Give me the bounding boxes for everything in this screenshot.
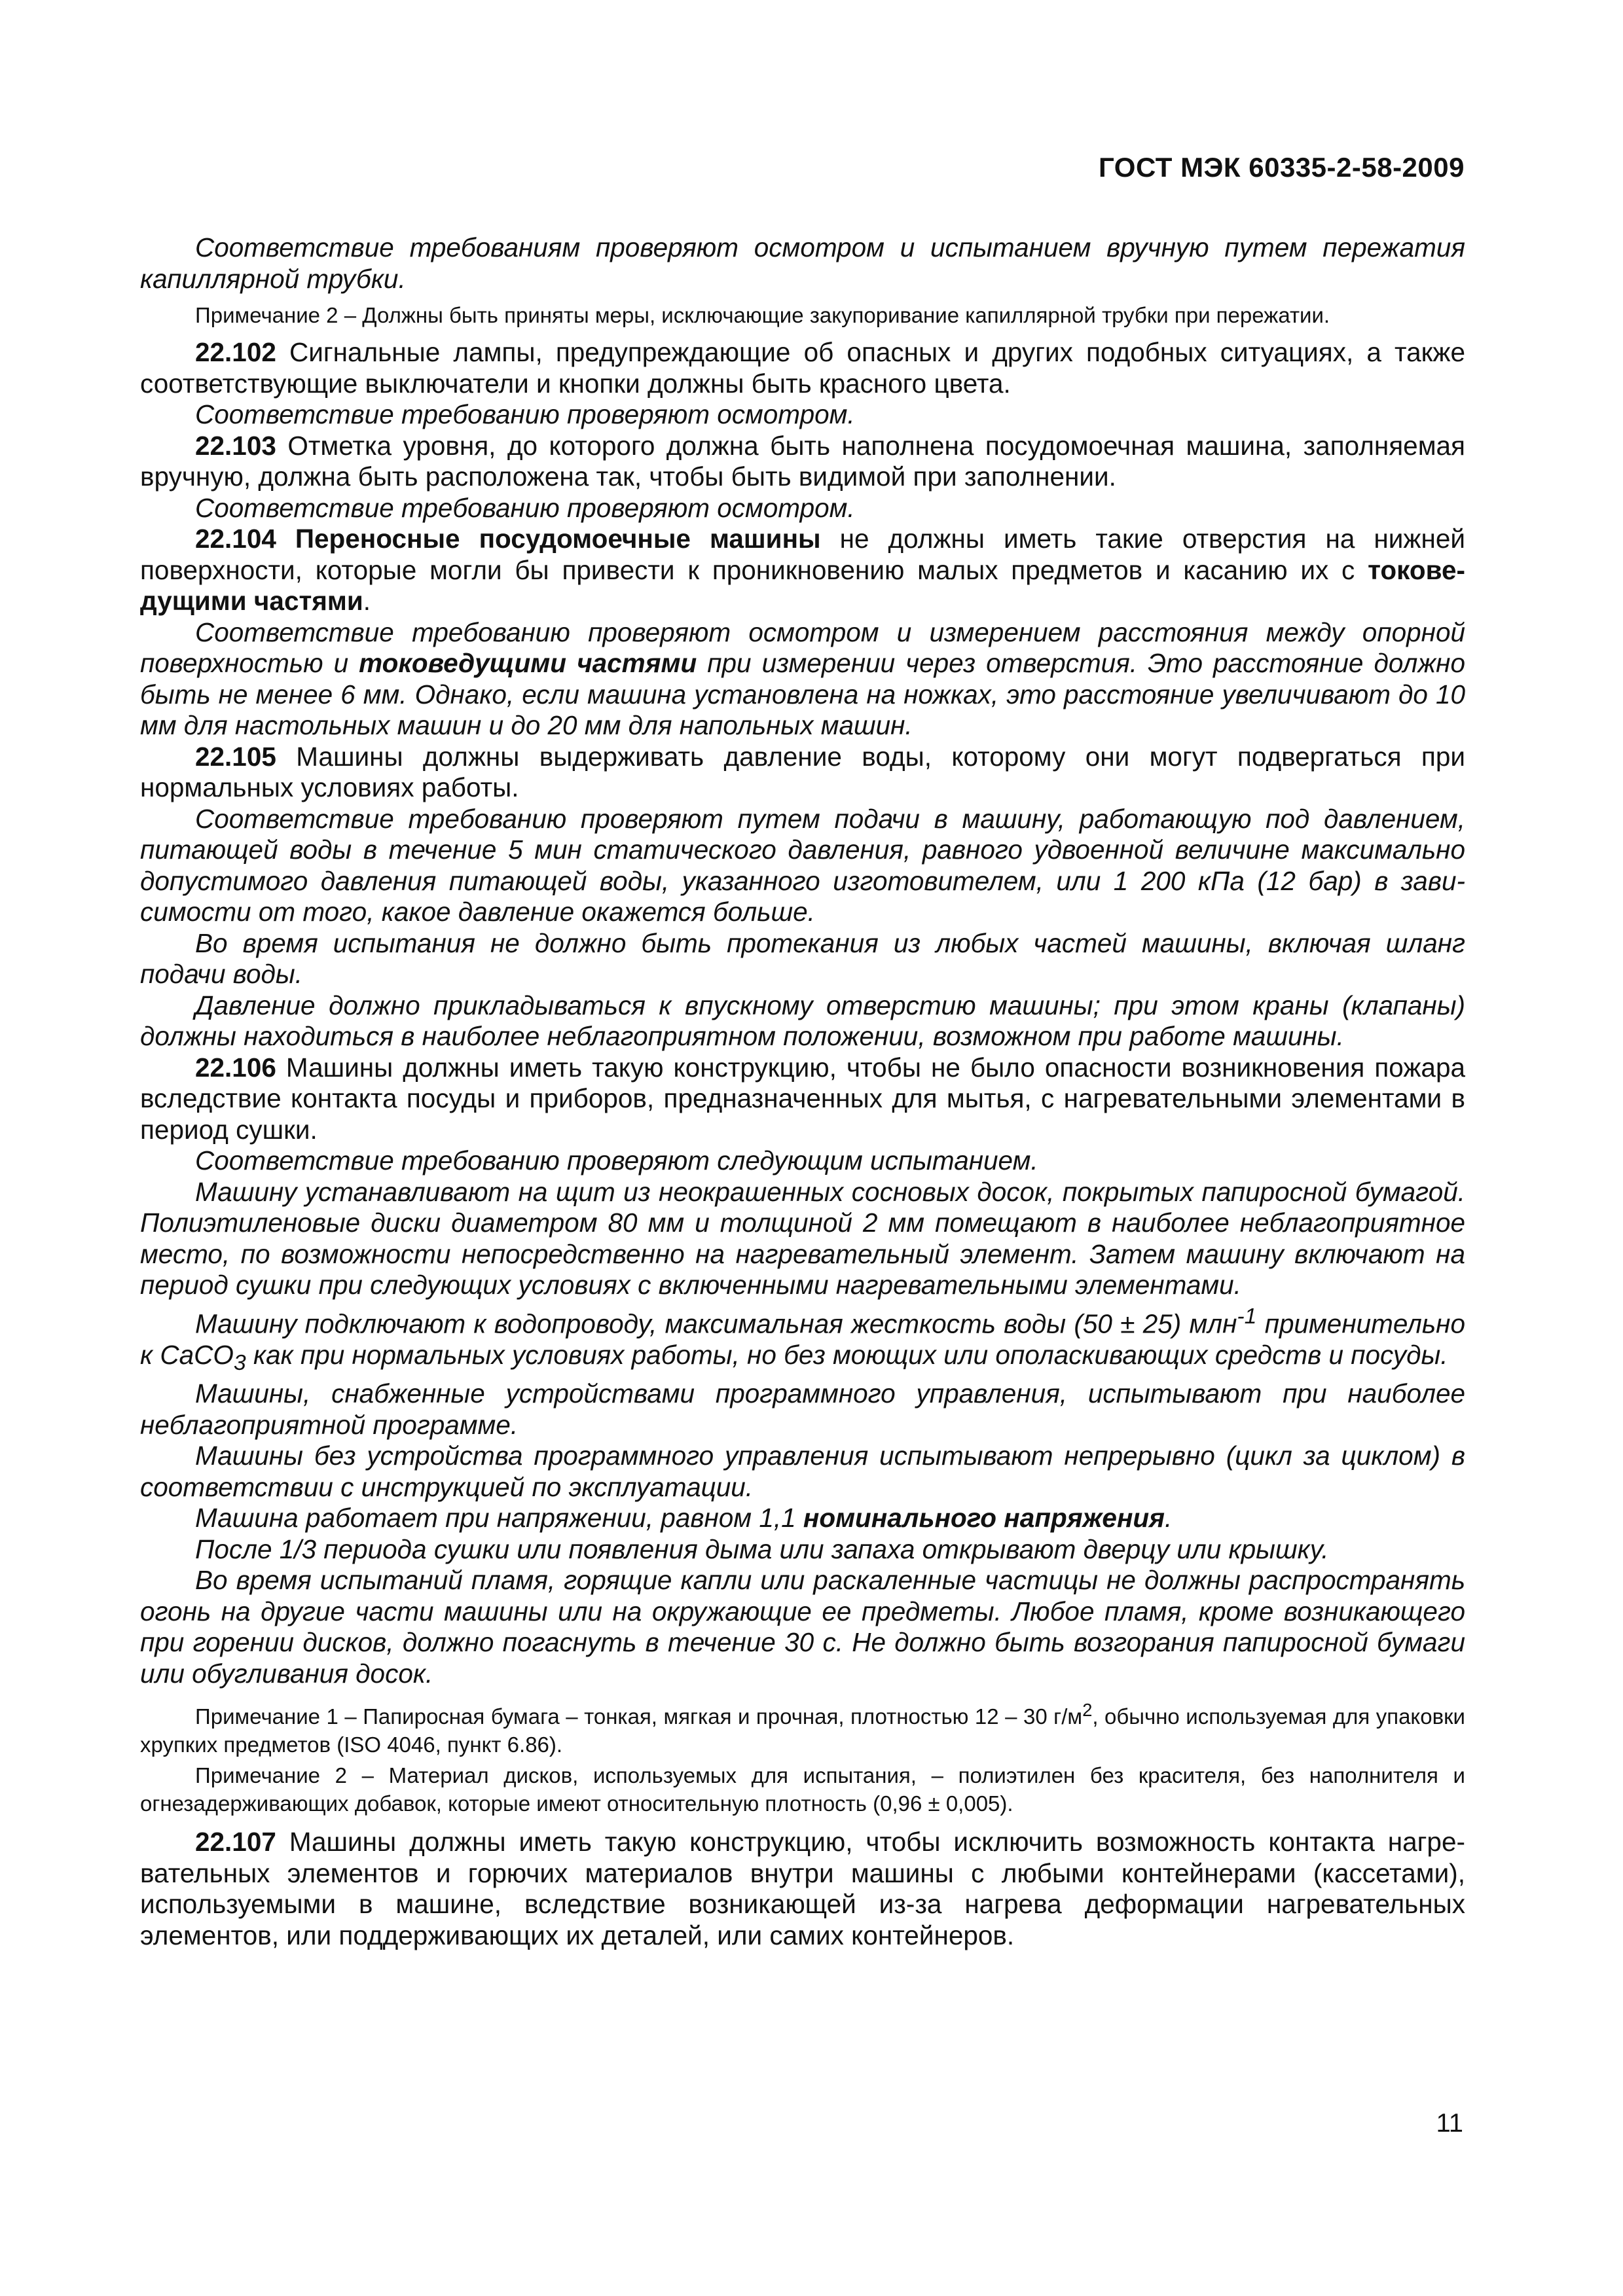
defined-term: токоведущими частями	[359, 648, 697, 678]
clause-text: Машины должны иметь такую конструкцию, чтобы не было опасности возникновения пожара вследствие контакта посуды и приборов, предназначенных для мытья, с нагревательными элементами в период сушки.	[140, 1052, 1465, 1145]
check-text: Соответствие требованию проверяют осмотром и измерением расстояния между опорной поверхностью и	[140, 617, 1465, 678]
clause-22-105	[140, 742, 1465, 804]
clause-text: Сигнальные лампы, предупреждающие об опасных и других подобных ситуациях, а также соответствующие выключатели и кнопки должны быть красного цвета.	[140, 337, 1465, 399]
clause-22-106-check-flame: Во время испытаний пламя, горящие капли или раскаленные частицы не должны распространять огонь на другие части машины или на окружающие ее предметы. Любое пламя, кроме возникающего при горении дисков, должно погаснуть в течение 30 с. Не должно быть возгорания папиросной бумаги или обугливания досок.	[140, 1565, 1465, 1689]
clause-22-106-check-voltage	[140, 1503, 1465, 1534]
clause-22-106	[140, 1052, 1465, 1146]
clause-22-106-check-water	[140, 1301, 1465, 1379]
clause-22-102	[140, 337, 1465, 399]
check-text: при измерении через отверстия. Это расстояние должно быть не менее 6 мм. Однако, если машина установлена на ножках, это расстояние увеличивают до 10 мм для настольных машин и до 20 мм для напольных машин.	[140, 648, 1465, 740]
defined-term: токоведущими частями	[140, 554, 1465, 616]
clause-22-106-check-continuous: Машины без устройства программного управления испытывают непрерывно (цикл за циклом) в соответствии с инструкцией по эксплуатации.	[140, 1441, 1465, 1502]
document-standard-header: ГОСТ МЭК 60335-2-58-2009	[1099, 152, 1465, 183]
clause-number: 22.104	[195, 524, 276, 554]
clause-text: .	[363, 586, 371, 616]
note-capillary: Примечание 2 – Должны быть приняты меры, исключающие закупоривание капиллярной трубки при пережатии.	[195, 303, 1330, 327]
clause-22-105-check-inlet: Давление должно прикладываться к впускному отверстию машины; при этом краны (клапаны) должны находиться в наиболее неблагоприятном положении, возможном при работе машины.	[140, 990, 1465, 1051]
document-body	[140, 232, 1465, 1951]
check-text: Машина работает при напряжении, равном 1,1	[195, 1503, 803, 1534]
superscript: 2	[1082, 1700, 1093, 1721]
clause-22-105-check-pressure: Соответствие требованию проверяют путем подачи в машину, работающую под давлением, питающей воды в течение 5 мин статического давления, равного удвоенной величине максимально допустимого давления питающей воды, указанного изготовителем, или 1 200 кПа (12 бар) в зависимости от того, какое давление окажется больше.	[140, 803, 1465, 927]
clause-number: 22.107	[195, 1827, 276, 1857]
clause-22-104	[140, 524, 1465, 617]
clause-text: Машины должны иметь такую конструкцию, чтобы исключить возможность контакта нагревательных элементов и горючих материалов внутри машины с любыми контейнерами (кассетами), используемыми в машине, вследствие возникающей из-за нагрева деформации нагревательных элементов, или поддерживающих их деталей, или самих контейнеров.	[140, 1827, 1465, 1950]
clause-22-106-check-door: После 1/3 периода сушки или появления дыма или запаха открывают дверцу или крышку.	[195, 1534, 1329, 1564]
clause-22-102-check: Соответствие требованию проверяют осмотром.	[195, 399, 855, 429]
clause-number: 22.102	[195, 337, 276, 367]
note-tissue-paper	[140, 1696, 1465, 1759]
clause-22-103-check: Соответствие требованию проверяют осмотром.	[195, 492, 855, 523]
clause-22-107	[140, 1827, 1465, 1951]
clause-number: 22.103	[195, 430, 276, 461]
check-text: Машину подключают к водопроводу, максимальная жесткость воды (50 ± 25) млн	[195, 1308, 1237, 1338]
clause-22-106-check-program: Машины, снабженные устройствами программного управления, испытывают при наиболее неблагоприятной программе.	[140, 1378, 1465, 1440]
clause-22-104-check	[140, 617, 1465, 742]
clause-22-105-check-leak: Во время испытания не должно быть протекания из любых частей машины, включая шланг подачи воды.	[140, 927, 1465, 989]
clause-number: 22.105	[195, 741, 276, 772]
note-disc-material: Примечание 2 – Материал дисков, используемых для испытания, – полиэтилен без красителя, без наполнителя и огнезадерживающих добавок, которые имеют относительную плотность (0,96 ± 0,005).	[140, 1763, 1465, 1816]
compliance-check-capillary: Соответствие требованиям проверяют осмотром и испытанием вручную путем пережатия капиллярной трубки.	[140, 232, 1465, 294]
clause-number: 22.106	[195, 1052, 276, 1083]
clause-text: Машины должны выдерживать давление воды, которому они могут подвергаться при нормальных условиях работы.	[140, 741, 1465, 802]
clause-text: Отметка уровня, до которого должна быть наполнена посудомоечная машина, заполняемая вручную, должна быть расположена так, чтобы быть видимой при заполнении.	[140, 430, 1465, 492]
check-text: применительно к CaCO	[140, 1308, 1465, 1370]
note-text: Примечание 1 – Папиросная бумага – тонкая, мягкая и прочная, плотностью 12 – 30 г/м	[195, 1704, 1083, 1729]
clause-22-103	[140, 431, 1465, 493]
page-number: 11	[1436, 2109, 1463, 2138]
clause-22-106-check-intro: Соответствие требованию проверяют следующим испытанием.	[195, 1145, 1038, 1175]
defined-term: Переносные посудомоечные машины	[276, 524, 821, 554]
clause-text: не должны иметь такие отверстия на нижней поверхности, которые могли бы привести к проникновению малых предметов и касанию их с	[140, 524, 1465, 585]
note-text: , обычно используемая для упаковки хрупких предметов (ISO 4046, пункт 6.86).	[140, 1704, 1465, 1757]
check-text: как при нормальных условиях работы, но без моющих или ополаскивающих средств и посуды.	[246, 1339, 1448, 1370]
check-text: .	[1165, 1503, 1173, 1534]
superscript: -1	[1237, 1303, 1257, 1329]
clause-22-106-check-setup: Машину устанавливают на щит из неокрашенных сосновых досок, покрытых папиросной бумагой. Полиэтиленовые диски диаметром 80 мм и толщиной 2 мм помещают в наиболее неблагоприятное место, по возможности непосредственно на нагревательный элемент. Затем машину включают на период сушки при следующих условиях с включенными нагревательными элементами.	[140, 1176, 1465, 1300]
defined-term: номинального напряжения	[803, 1503, 1165, 1534]
subscript: 3	[233, 1350, 246, 1375]
